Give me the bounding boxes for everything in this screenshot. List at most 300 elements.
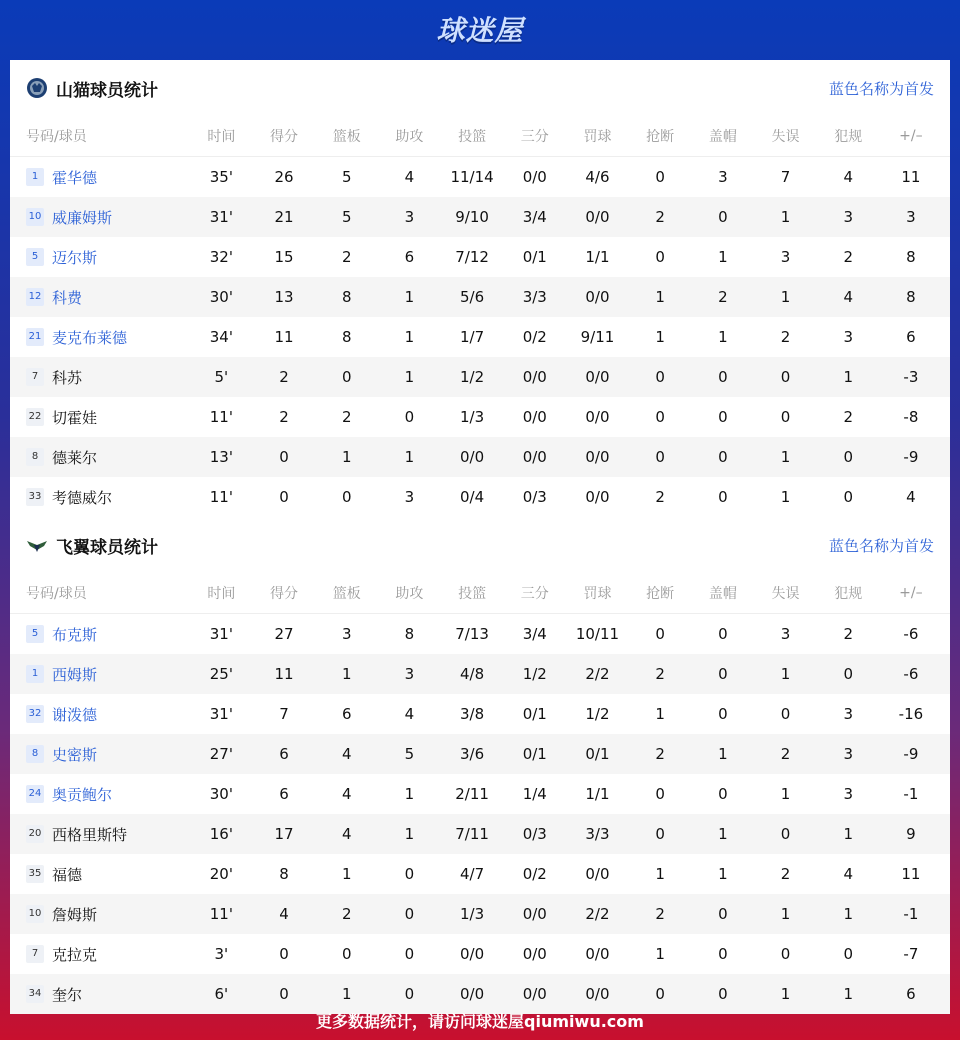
stat-blk: 1 (718, 865, 728, 883)
stat-reb: 3 (341, 625, 352, 643)
stat-pf: 0 (843, 448, 853, 466)
player-cell (10, 784, 190, 805)
stat-reb: 1 (341, 865, 352, 883)
player-cell (10, 664, 190, 685)
stat-3pt: 1/2 (522, 665, 547, 683)
table-row (10, 934, 950, 974)
stat-reb: 6 (341, 705, 352, 723)
stat-reb: 0 (341, 368, 352, 386)
stat-reb: 1 (341, 448, 352, 466)
header-pm: +/– (899, 128, 923, 144)
stat-ft: 1/2 (585, 705, 610, 723)
player-cell (10, 247, 190, 268)
table-row (10, 317, 950, 357)
stat-pf: 2 (843, 625, 853, 643)
stat-tov: 0 (780, 945, 791, 963)
header-stl: 抢断 (646, 129, 675, 145)
stat-pf: 0 (843, 945, 853, 963)
team-title: 飞翼球员统计 (56, 537, 158, 558)
table-row (10, 894, 950, 934)
stat-stl: 0 (655, 985, 665, 1003)
jersey-number: 21 (26, 328, 44, 346)
stat-blk: 1 (718, 825, 728, 843)
stat-fg: 5/6 (460, 288, 485, 306)
stat-ast: 4 (404, 705, 415, 723)
stat-fg: 0/4 (460, 488, 485, 506)
table-row (10, 814, 950, 854)
stat-3pt: 3/4 (522, 208, 547, 226)
team-rows (10, 157, 950, 517)
stat-ast: 3 (404, 208, 415, 226)
stat-blk: 2 (718, 288, 728, 306)
stat-reb: 8 (341, 288, 352, 306)
stat-pf: 2 (843, 248, 853, 266)
stat-blk: 0 (718, 625, 728, 643)
table-row (10, 614, 950, 654)
stat-pm: 4 (906, 488, 916, 506)
header-blk: 盖帽 (708, 129, 737, 145)
stat-min: 27' (209, 745, 233, 763)
header-reb: 篮板 (332, 586, 361, 602)
header-ast: 助攻 (395, 586, 424, 602)
stat-tov: 1 (780, 905, 791, 923)
stat-stl: 2 (655, 745, 665, 763)
stat-ft: 0/0 (585, 945, 610, 963)
stat-pm: 8 (906, 248, 916, 266)
table-row (10, 734, 950, 774)
bobcat-logo-icon (26, 77, 48, 99)
stat-ft: 0/0 (585, 448, 610, 466)
stat-tov: 1 (780, 208, 791, 226)
header-reb: 篮板 (332, 129, 361, 145)
stat-blk: 0 (718, 705, 728, 723)
stat-pm: 11 (901, 865, 921, 883)
stat-3pt: 0/3 (522, 488, 547, 506)
stat-stl: 2 (655, 208, 665, 226)
stat-blk: 3 (718, 168, 728, 186)
stat-pm: 6 (906, 985, 916, 1003)
header-stl: 抢断 (646, 586, 675, 602)
stat-pf: 1 (843, 985, 853, 1003)
stat-ast: 0 (404, 865, 415, 883)
stat-reb: 5 (341, 168, 352, 186)
player-cell (10, 207, 190, 228)
stat-3pt: 0/0 (522, 408, 547, 426)
table-row (10, 357, 950, 397)
stat-pm: -3 (903, 368, 919, 386)
stat-pm: -6 (903, 665, 919, 683)
jersey-number: 10 (26, 905, 44, 923)
stat-ast: 1 (404, 368, 415, 386)
jersey-number: 8 (26, 745, 44, 763)
stat-pm: -1 (903, 785, 919, 803)
player-cell (10, 167, 190, 188)
stat-ft: 4/6 (585, 168, 610, 186)
stat-min: 31' (209, 705, 233, 723)
stat-fg: 1/3 (460, 905, 485, 923)
player-cell (10, 744, 190, 765)
stat-pts: 8 (279, 865, 289, 883)
stat-pf: 4 (843, 865, 853, 883)
table-row (10, 774, 950, 814)
stat-blk: 0 (718, 985, 728, 1003)
player-name[interactable]: 布克斯 (52, 625, 98, 644)
header-player: 号码/球员 (26, 129, 87, 145)
stat-pm: -16 (898, 705, 924, 723)
stat-3pt: 0/1 (522, 248, 547, 266)
table-row (10, 694, 950, 734)
app-header (0, 0, 960, 58)
stat-fg: 1/3 (460, 408, 485, 426)
player-name[interactable]: 科费 (52, 288, 83, 307)
stat-blk: 0 (718, 905, 728, 923)
jersey-number: 8 (26, 448, 44, 466)
player-name[interactable]: 史密斯 (52, 745, 98, 764)
player-name[interactable]: 谢泼德 (52, 705, 98, 724)
stat-3pt: 0/0 (522, 448, 547, 466)
player-name[interactable]: 威廉姆斯 (52, 208, 113, 227)
stat-pf: 3 (843, 745, 853, 763)
player-name[interactable]: 霍华德 (52, 168, 98, 187)
stat-fg: 0/0 (460, 985, 485, 1003)
jersey-number: 10 (26, 208, 44, 226)
stat-stl: 1 (655, 945, 665, 963)
stat-blk: 0 (718, 785, 728, 803)
stat-reb: 4 (341, 825, 352, 843)
stat-blk: 0 (718, 368, 728, 386)
team-section-header (10, 60, 950, 116)
player-cell (10, 624, 190, 645)
stat-min: 13' (209, 448, 233, 466)
table-row (10, 277, 950, 317)
stat-pts: 27 (274, 625, 294, 643)
player-name[interactable]: 科苏 (52, 368, 83, 387)
stat-pf: 2 (843, 408, 853, 426)
jersey-number: 22 (26, 408, 44, 426)
stat-stl: 2 (655, 905, 665, 923)
stat-min: 31' (209, 208, 233, 226)
header-fg: 投篮 (458, 586, 487, 602)
stat-ast: 3 (404, 665, 415, 683)
stat-tov: 2 (780, 745, 791, 763)
stat-ft: 0/1 (585, 745, 610, 763)
stat-reb: 2 (341, 905, 352, 923)
stat-min: 30' (209, 785, 233, 803)
stat-fg: 9/10 (455, 208, 489, 226)
stat-fg: 7/11 (455, 825, 489, 843)
header-player: 号码/球员 (26, 586, 87, 602)
stat-stl: 0 (655, 825, 665, 843)
stat-ast: 0 (404, 905, 415, 923)
stat-pts: 0 (279, 985, 289, 1003)
stat-pm: 8 (906, 288, 916, 306)
stat-pts: 0 (279, 945, 289, 963)
stat-ft: 0/0 (585, 865, 610, 883)
table-row (10, 157, 950, 197)
stat-fg: 1/2 (460, 368, 485, 386)
stat-pts: 17 (274, 825, 294, 843)
stat-stl: 0 (655, 368, 665, 386)
stat-reb: 4 (341, 785, 352, 803)
player-name[interactable]: 麦克布莱德 (52, 328, 128, 347)
stat-tov: 1 (780, 785, 791, 803)
stat-reb: 0 (341, 945, 352, 963)
stat-pts: 0 (279, 448, 289, 466)
stat-pts: 15 (274, 248, 294, 266)
stat-stl: 1 (655, 288, 665, 306)
header-ft: 罚球 (583, 129, 612, 145)
stat-ast: 5 (404, 745, 415, 763)
jersey-number: 5 (26, 248, 44, 266)
stat-stl: 2 (655, 665, 665, 683)
stat-ast: 1 (404, 785, 415, 803)
stat-ast: 0 (404, 408, 415, 426)
stat-tov: 0 (780, 408, 791, 426)
player-name[interactable]: 詹姆斯 (52, 905, 98, 924)
stat-pf: 1 (843, 905, 853, 923)
stat-pts: 13 (274, 288, 294, 306)
stat-fg: 3/6 (460, 745, 485, 763)
stat-ft: 1/1 (585, 785, 610, 803)
table-row (10, 197, 950, 237)
stat-ast: 1 (404, 448, 415, 466)
stat-blk: 0 (718, 665, 728, 683)
stat-ft: 0/0 (585, 408, 610, 426)
stat-fg: 7/13 (455, 625, 489, 643)
stat-stl: 0 (655, 625, 665, 643)
stat-tov: 7 (780, 168, 791, 186)
stat-ast: 3 (404, 488, 415, 506)
player-cell (10, 447, 190, 468)
stat-ft: 0/0 (585, 488, 610, 506)
jersey-number: 24 (26, 785, 44, 803)
stat-ft: 2/2 (585, 665, 610, 683)
footer-link[interactable]: 更多数据统计，请访问球迷屋qiumiwu.com (316, 1011, 644, 1031)
stat-pf: 3 (843, 705, 853, 723)
player-name[interactable]: 切霍娃 (52, 408, 98, 427)
stat-fg: 2/11 (455, 785, 489, 803)
starter-note: 蓝色名称为首发 (828, 536, 934, 555)
stat-ft: 10/11 (575, 625, 620, 643)
stat-pts: 2 (279, 408, 289, 426)
stat-pm: 11 (901, 168, 921, 186)
jersey-number: 1 (26, 168, 44, 186)
stat-ast: 8 (404, 625, 415, 643)
stat-tov: 1 (780, 488, 791, 506)
stat-3pt: 0/2 (522, 865, 547, 883)
stat-pts: 2 (279, 368, 289, 386)
stat-3pt: 0/0 (522, 905, 547, 923)
stat-fg: 0/0 (460, 945, 485, 963)
stat-blk: 0 (718, 488, 728, 506)
stat-blk: 0 (718, 208, 728, 226)
stat-pts: 0 (279, 488, 289, 506)
wings-logo-icon (26, 534, 48, 556)
player-name[interactable]: 奎尔 (52, 985, 83, 1004)
stat-pm: 6 (906, 328, 916, 346)
stat-pf: 3 (843, 208, 853, 226)
team-title: 山猫球员统计 (56, 80, 158, 101)
header-min: 时间 (207, 129, 236, 145)
stat-3pt: 0/2 (522, 328, 547, 346)
stat-min: 3' (214, 945, 229, 963)
stat-min: 25' (209, 665, 233, 683)
stat-tov: 0 (780, 825, 791, 843)
table-row (10, 654, 950, 694)
header-tov: 失误 (771, 129, 800, 145)
player-cell (10, 824, 190, 845)
stat-3pt: 0/0 (522, 368, 547, 386)
player-cell (10, 944, 190, 965)
stat-fg: 4/7 (460, 865, 485, 883)
stat-stl: 0 (655, 448, 665, 466)
stat-min: 6' (214, 985, 229, 1003)
stat-ft: 3/3 (585, 825, 610, 843)
stat-min: 20' (209, 865, 233, 883)
stat-3pt: 0/1 (522, 705, 547, 723)
stat-pf: 3 (843, 785, 853, 803)
player-name[interactable]: 西姆斯 (52, 665, 98, 684)
stat-reb: 4 (341, 745, 352, 763)
stat-stl: 1 (655, 328, 665, 346)
table-row (10, 397, 950, 437)
stat-min: 30' (209, 288, 233, 306)
stat-tov: 2 (780, 865, 791, 883)
stats-panel (10, 60, 950, 1004)
stat-pf: 0 (843, 665, 853, 683)
stat-fg: 4/8 (460, 665, 485, 683)
stat-stl: 1 (655, 865, 665, 883)
stat-pf: 0 (843, 488, 853, 506)
stat-3pt: 1/4 (522, 785, 547, 803)
stat-reb: 1 (341, 985, 352, 1003)
stat-ast: 0 (404, 985, 415, 1003)
stat-tov: 3 (780, 248, 791, 266)
stat-pf: 3 (843, 328, 853, 346)
jersey-number: 35 (26, 865, 44, 883)
player-name[interactable]: 克拉克 (52, 945, 98, 964)
table-header (10, 116, 950, 157)
stat-blk: 1 (718, 328, 728, 346)
brand-logo[interactable]: 球迷屋 (436, 14, 524, 47)
jersey-number: 33 (26, 488, 44, 506)
header-pts: 得分 (270, 586, 299, 602)
player-name[interactable]: 德莱尔 (52, 448, 98, 467)
stat-ft: 0/0 (585, 288, 610, 306)
stat-ast: 0 (404, 945, 415, 963)
jersey-number: 5 (26, 625, 44, 643)
player-cell (10, 904, 190, 925)
stat-ft: 1/1 (585, 248, 610, 266)
stat-pm: -1 (903, 905, 919, 923)
table-row (10, 237, 950, 277)
stat-pts: 11 (274, 328, 294, 346)
player-name[interactable]: 奥贡鲍尔 (52, 785, 113, 804)
stat-min: 11' (209, 488, 233, 506)
stat-pm: -7 (903, 945, 919, 963)
jersey-number: 34 (26, 985, 44, 1003)
header-fg: 投篮 (458, 129, 487, 145)
stat-min: 34' (209, 328, 233, 346)
stat-pf: 1 (843, 825, 853, 843)
player-name[interactable]: 福德 (52, 865, 83, 884)
stat-3pt: 0/0 (522, 945, 547, 963)
team-section-header (10, 517, 950, 573)
stat-pts: 4 (279, 905, 289, 923)
stat-tov: 3 (780, 625, 791, 643)
stat-tov: 0 (780, 705, 791, 723)
stat-fg: 3/8 (460, 705, 485, 723)
header-3pt: 三分 (520, 129, 549, 145)
stat-stl: 0 (655, 168, 665, 186)
stat-ft: 0/0 (585, 208, 610, 226)
stat-pts: 6 (279, 745, 289, 763)
stat-pm: -9 (903, 448, 919, 466)
player-name[interactable]: 西格里斯特 (52, 825, 128, 844)
stat-min: 35' (209, 168, 233, 186)
stat-tov: 2 (780, 328, 791, 346)
stat-min: 11' (209, 408, 233, 426)
stat-tov: 1 (780, 985, 791, 1003)
stat-stl: 2 (655, 488, 665, 506)
stat-reb: 2 (341, 408, 352, 426)
header-ast: 助攻 (395, 129, 424, 145)
stat-ast: 6 (404, 248, 415, 266)
stat-blk: 1 (718, 248, 728, 266)
table-row (10, 437, 950, 477)
team-rows (10, 614, 950, 1014)
stat-3pt: 0/1 (522, 745, 547, 763)
player-name[interactable]: 考德威尔 (52, 488, 113, 507)
stat-tov: 1 (780, 448, 791, 466)
stat-reb: 8 (341, 328, 352, 346)
player-cell (10, 704, 190, 725)
stat-reb: 1 (341, 665, 352, 683)
header-blk: 盖帽 (708, 586, 737, 602)
jersey-number: 20 (26, 825, 44, 843)
jersey-number: 32 (26, 705, 44, 723)
stat-fg: 7/12 (455, 248, 489, 266)
starter-note: 蓝色名称为首发 (828, 79, 934, 98)
stat-reb: 0 (341, 488, 352, 506)
stat-pf: 1 (843, 368, 853, 386)
stat-ast: 1 (404, 825, 415, 843)
stat-pts: 21 (274, 208, 294, 226)
table-row (10, 477, 950, 517)
table-row (10, 854, 950, 894)
table-header (10, 573, 950, 614)
player-cell (10, 367, 190, 388)
stat-ast: 1 (404, 288, 415, 306)
stat-tov: 0 (780, 368, 791, 386)
player-cell (10, 287, 190, 308)
header-pf: 犯规 (834, 586, 863, 602)
stat-min: 5' (214, 368, 229, 386)
player-cell (10, 487, 190, 508)
stat-ft: 2/2 (585, 905, 610, 923)
player-name[interactable]: 迈尔斯 (52, 248, 98, 267)
stat-blk: 0 (718, 408, 728, 426)
header-pts: 得分 (270, 129, 299, 145)
stat-blk: 0 (718, 448, 728, 466)
stat-3pt: 3/4 (522, 625, 547, 643)
stat-blk: 0 (718, 945, 728, 963)
stat-pm: 3 (906, 208, 916, 226)
stat-3pt: 3/3 (522, 288, 547, 306)
stat-pts: 11 (274, 665, 294, 683)
stat-pm: -6 (903, 625, 919, 643)
header-pm: +/– (899, 585, 923, 601)
